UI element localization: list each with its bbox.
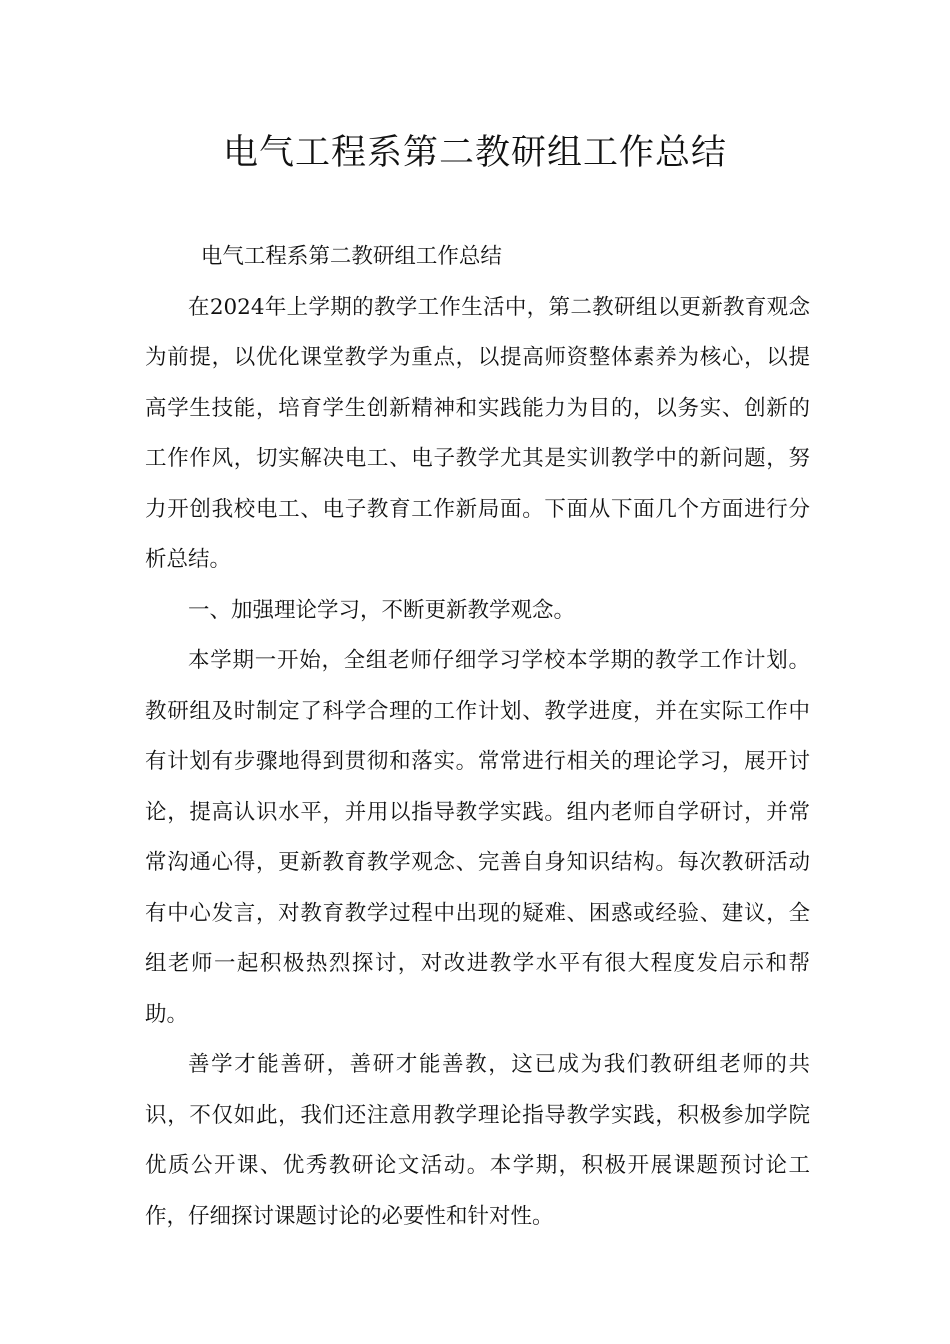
document-title: 电气工程系第二教研组工作总结 (222, 133, 727, 173)
section-heading-1: 一、加强理论学习，不断更新教学观念。 (188, 597, 576, 623)
document-body (145, 232, 810, 1242)
paragraph-section-1: 本学期一开始，全组老师仔细学习学校本学期的教学工作计划。教研组及时制定了科学合理的工作计划、教学进度，并在实际工作中有计划有步骤地得到贯彻和落实。常常进行相关的理论学习，展开讨论，提高认识水平，并用以指导教学实践。组内老师自学研讨，并常常沟通心得，更新教育教学观念、完善自身知识结构。每次教研活动有中心发言，对教育教学过程中出现的疑难、困惑或经验、建议，全组老师一起积极热烈探讨，对改进教学水平有很大程度发启示和帮助。 (145, 648, 810, 1027)
document-subtitle: 电气工程系第二教研组工作总结 (200, 244, 502, 269)
paragraph-intro: 在2024年上学期的教学工作生活中，第二教研组以更新教育观念为前提，以优化课堂教学为重点，以提高师资整体素养为核心，以提高学生技能，培育学生创新精神和实践能力为目的，以务实、创新的工作作风，切实解决电工、电子教学尤其是实训教学中的新问题，努力开创我校电工、电子教育工作新局面。下面从下面几个方面进行分析总结。 (145, 294, 810, 572)
paragraph-research: 善学才能善研，善研才能善教，这已成为我们教研组老师的共识，不仅如此，我们还注意用教学理论指导教学实践，积极参加学院优质公开课、优秀教研论文活动。本学期，积极开展课题预讨论工作，仔细探讨课题讨论的必要性和针对性。 (145, 1052, 810, 1229)
